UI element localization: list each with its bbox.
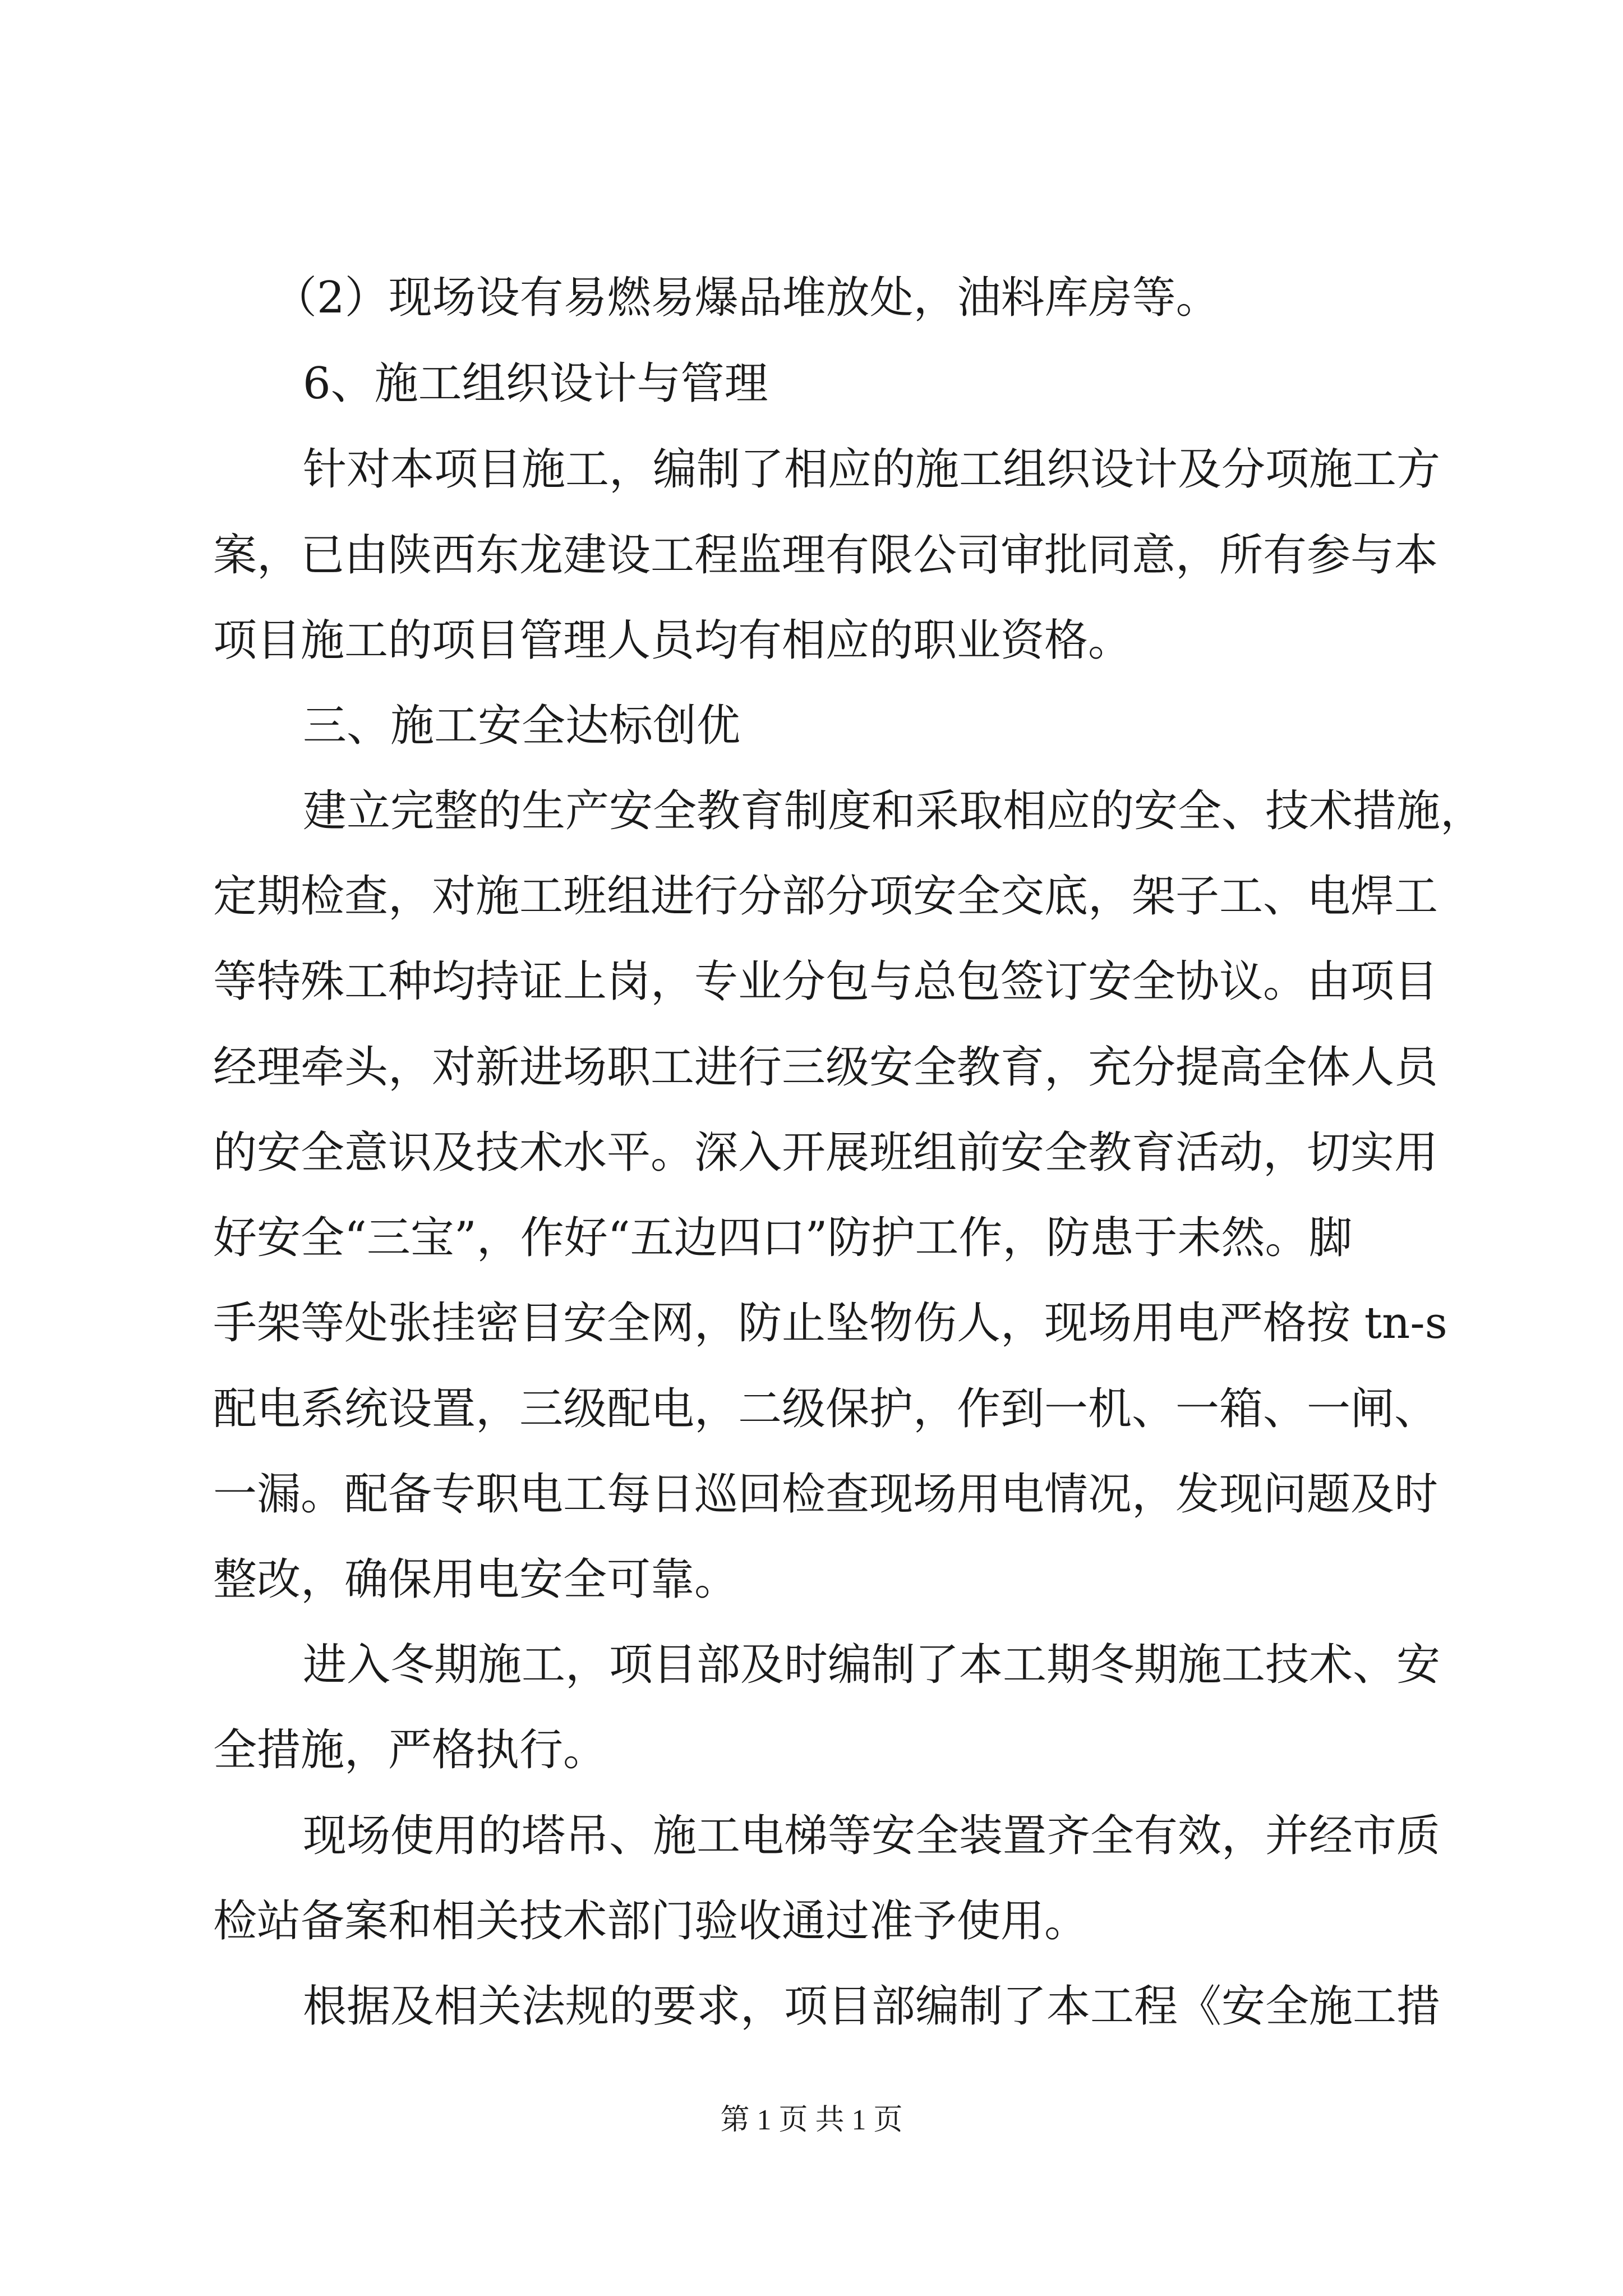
text-line: 针对本项目施工，编制了相应的施工组织设计及分项施工方 [303, 444, 1441, 495]
text-line: 建立完整的生产安全教育制度和采取相应的安全、技术措施， [303, 786, 1484, 836]
text-line: 现场使用的塔吊、施工电梯等安全装置齐全有效，并经市质 [303, 1811, 1441, 1861]
text-line: 经理牵头，对新进场职工进行三级安全教育，充分提高全体人员 [213, 1042, 1438, 1093]
text-line: 定期检查，对施工班组进行分部分项安全交底，架子工、电焊工 [213, 871, 1438, 922]
text-line: 手架等处张挂密目安全网，防止坠物伤人，现场用电严格按 tn-s [213, 1298, 1447, 1349]
text-line: 等特殊工种均持证上岗，专业分包与总包签订安全协议。由项目 [213, 956, 1438, 1007]
text-line: 案，已由陕西东龙建设工程监理有限公司审批同意，所有参与本 [213, 530, 1438, 581]
text-line: 配电系统设置，三级配电，二级保护，作到一机、一箱、一闸、 [213, 1384, 1438, 1434]
text-line: 检站备案和相关技术部门验收通过准予使用。 [213, 1896, 1089, 1947]
text-line: （2）现场设有易燃易爆品堆放处，油料库房等。 [273, 273, 1220, 323]
text-line: 全措施，严格执行。 [213, 1725, 607, 1775]
text-line: 一漏。配备专职电工每日巡回检查现场用电情况，发现问题及时 [213, 1469, 1438, 1520]
text-line: 的安全意识及技术水平。深入开展班组前安全教育活动，切实用 [213, 1128, 1438, 1178]
text-line: 整改，确保用电安全可靠。 [213, 1554, 739, 1605]
section-heading: 三、施工安全达标创优 [303, 701, 741, 751]
section-heading: 6、施工组织设计与管理 [303, 358, 768, 409]
text-line: 进入冬期施工，项目部及时编制了本工期冬期施工技术、安 [303, 1640, 1441, 1690]
text-line: 根据及相关法规的要求，项目部编制了本工程《安全施工措 [303, 1981, 1441, 2032]
page-number-footer: 第 1 页 共 1 页 [720, 2104, 903, 2136]
text-line: 好安全“三宝”，作好“五边四口”防护工作，防患于未然。脚 [213, 1213, 1353, 1263]
text-line: 项目施工的项目管理人员均有相应的职业资格。 [213, 615, 1132, 666]
